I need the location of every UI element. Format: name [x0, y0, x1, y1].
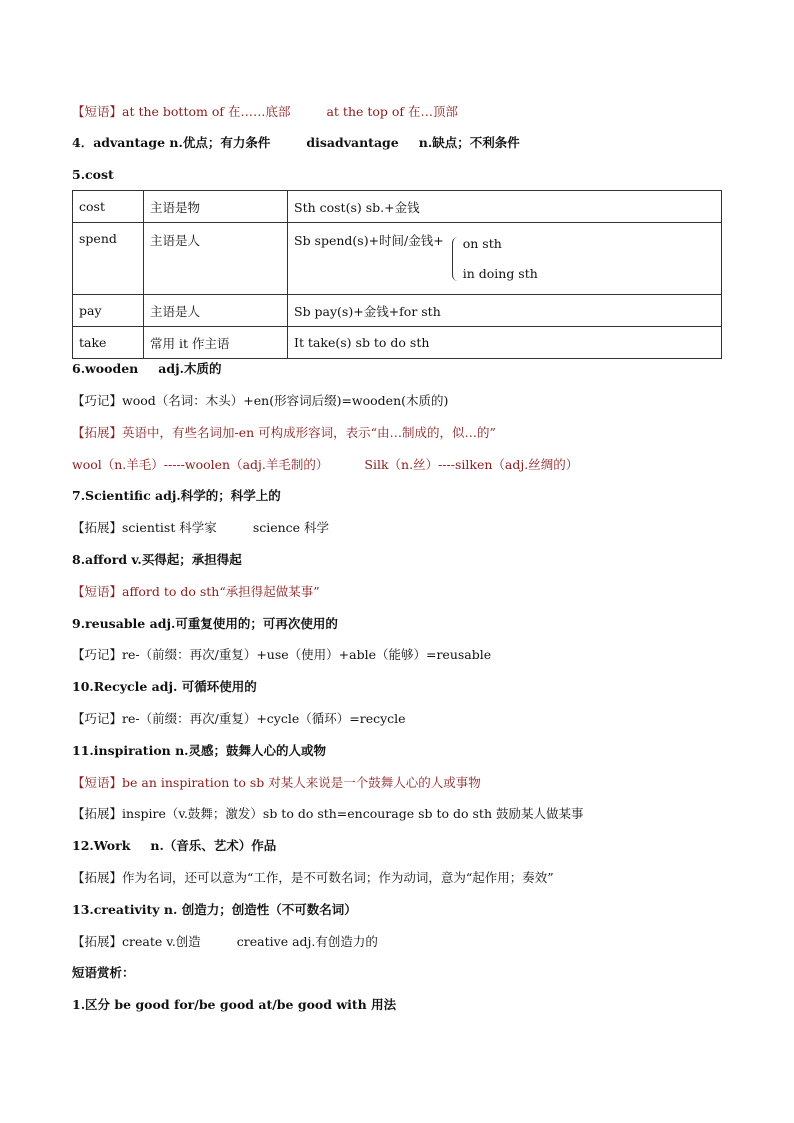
cost-spend-pay-take-table — [72, 190, 722, 359]
table-cell-usage — [288, 223, 722, 295]
tag-label: 【短语】 — [72, 104, 123, 119]
extension-line-inspire: 【拓展】inspire（v.鼓舞；激发）sb to do sth=encourage sb to do sth 鼓励某人做某事 — [72, 806, 584, 821]
table-row — [73, 295, 722, 327]
memo-line-wooden: 【巧记】wood（名词：木头）+en(形容词后缀)=wooden(木质的) — [72, 393, 449, 408]
entry-afford: 8.afford v.买得起；承担得起 — [72, 552, 242, 567]
entry-creativity: 13.creativity n. 创造力；创造性（不可数名词） — [72, 902, 357, 917]
memo-line-reusable: 【巧记】re-（前缀：再次/重复）+use（使用）+able（能够）=reusable — [72, 647, 492, 662]
table-row — [73, 223, 722, 295]
table-cell-subject: 主语是物 — [144, 191, 288, 223]
entry-recycle: 10.Recycle adj. 可循环使用的 — [72, 679, 257, 694]
example-line-wool-silk: wool（n.羊毛）-----woolen（adj.羊毛制的） Silk（n.丝）----silken（adj.丝绸的） — [72, 457, 579, 472]
table-cell-subject: 常用 it 作主语 — [144, 327, 288, 359]
phrase-line-afford: 【短语】afford to do sth“承担得起做某事” — [72, 584, 320, 599]
entry-advantage: 4．advantage n.优点；有力条件 disadvantage n.缺点；不利条件 — [72, 135, 520, 150]
entry-reusable: 9.reusable adj.可重复使用的；可再次使用的 — [72, 616, 338, 631]
entry-work: 12.Work n.（音乐、艺术）作品 — [72, 838, 277, 853]
memo-line-recycle: 【巧记】re-（前缀：再次/重复）+cycle（循环）=recycle — [72, 711, 406, 726]
table-row — [73, 191, 722, 223]
table-cell-word: take — [73, 327, 144, 359]
section-heading-phrases: 短语赏析： — [72, 965, 135, 980]
entry-inspiration: 11.inspiration n.灵感；鼓舞人心的人或物 — [72, 743, 327, 758]
table-cell-word: cost — [73, 191, 144, 223]
table-cell-usage: Sth cost(s) sb.+金钱 — [288, 191, 722, 223]
extension-line-scientist: 【拓展】scientist 科学家 science 科学 — [72, 520, 330, 535]
spend-usage-group: Sb spend(s)+时间/金钱+ on sth in doing sth — [294, 229, 715, 289]
extension-line-create: 【拓展】create v.创造 creative adj.有创造力的 — [72, 934, 378, 949]
table-cell-usage: Sb pay(s)+金钱+for sth — [288, 295, 722, 327]
entry-scientific: 7.Scientific adj.科学的；科学上的 — [72, 488, 281, 503]
phrase-line-inspiration: 【短语】be an inspiration to sb 对某人来说是一个鼓舞人心的人或事物 — [72, 775, 481, 790]
brace-icon — [452, 237, 459, 281]
table-cell-word: pay — [73, 295, 144, 327]
entry-wooden: 6.wooden adj.木质的 — [72, 361, 222, 376]
table-row — [73, 327, 722, 359]
table-cell-usage: It take(s) sb to do sth — [288, 327, 722, 359]
spend-options: on sth in doing sth — [462, 235, 538, 281]
phrase-line-bottom-top: 【短语】at the bottom of 在……底部 at the top of 在…顶部 — [72, 104, 459, 119]
entry-cost: 5.cost — [72, 167, 114, 182]
extension-line-en-suffix: 【拓展】英语中，有些名词加-en 可构成形容词，表示“由…制成的，似…的” — [72, 425, 496, 440]
extension-line-work: 【拓展】作为名词，还可以意为“工作，是不可数名词；作为动词，意为“起作用；奏效” — [72, 870, 554, 885]
table-cell-word: spend — [73, 223, 144, 295]
table-cell-subject: 主语是人 — [144, 223, 288, 295]
table-cell-subject: 主语是人 — [144, 295, 288, 327]
phrase-entry-be-good: 1.区分 be good for/be good at/be good with 用法 — [72, 997, 397, 1012]
